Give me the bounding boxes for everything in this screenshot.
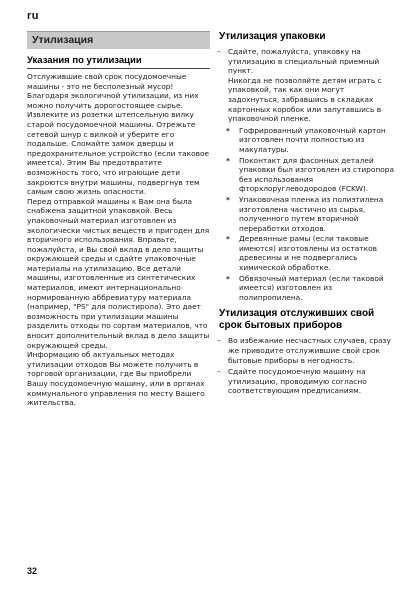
paragraph-unplug: Извлеките из розетки штепсельную вилку старой посудомоечной машины. Отрежьте сетевой шнур с вилкой и уберите его подальше. Сломайте замок дверцы и предохранительное устройство (если таковое имеется). Этим Вы предотвратите возможность того, что играющие дети закроются внутри машины, подвергнув тем самым свою жизнь опасности. (27, 110, 210, 197)
language-tag: ru (27, 10, 39, 22)
list-item (217, 336, 397, 365)
list-item (217, 195, 397, 233)
star-bullet-icon: * (226, 125, 230, 135)
star-bullet-icon: * (226, 194, 230, 204)
packaging-materials-list (217, 126, 397, 303)
list-item (217, 234, 397, 272)
star-bullet-icon: * (226, 155, 230, 165)
bullet-text: Деревянные рамы (если таковые имеются) изготовлены из остатков древесины и не подвергались химической обработке. (239, 234, 377, 273)
old-appliance-disposal-heading: Утилизация отслуживших свой срок бытовых приборов (219, 308, 375, 332)
paragraph-current-methods: Информацию об актуальных методах утилизации отходов Вы можете получить в торговой организации, где Вы приобрели Вашу посудомоечную машину, или в органах коммунального управления по месту Вашего жительства. (27, 350, 205, 408)
list-item (217, 367, 397, 396)
paragraph-intro: Отслужившие свой срок посудомоечные машины - это не бесполезный мусор! Благодаря экологичной утилизации, из них можно получить дорогостоящее сырье. (27, 72, 199, 110)
dash-note: Никогда не позволяйте детям играть с упаковкой, так как они могут задохнуться, забравшись в складках картонных коробок или запутавшись в упаковочной пленке. (228, 75, 382, 124)
dash-text: Сдайте посудомоечную машину на утилизацию, проводимую согласно соответствующим предписаниям. (228, 367, 367, 396)
list-item (217, 47, 397, 124)
dash-marker: – (217, 336, 221, 346)
dash-text: Сдайте, пожалуйста, упаковку на утилизацию в специальный приемный пункт. (228, 47, 380, 76)
dash-marker: – (217, 47, 221, 56)
bullet-text: Поконтакт для фасонных деталей упаковки был изготовлен из стиропора без использования фторхлоруглеводородов (FCKW). (239, 155, 394, 194)
list-item (217, 126, 397, 155)
section-header-disposal: Утилизация (27, 31, 210, 49)
left-column (27, 31, 210, 408)
packaging-disposal-heading: Утилизация упаковки (219, 31, 326, 42)
dash-text: Во избежание несчастных случаев, сразу же приводите отслужившие свой срок бытовые приборы в негодность. (228, 336, 391, 365)
right-column (217, 31, 397, 396)
bullet-text: Обвязочный материал (если таковой имеется) изготовлен из полипропилена. (239, 273, 384, 302)
star-bullet-icon: * (226, 273, 230, 283)
paragraph-packaging-materials: Перед отправкой машины к Вам она была снабжена защитной упаковкой. Весь упаковочный материал изготовлен из экологически чистых веществ и пригоден для вторичного использования. Вправьте, пожалуйста, и Вы свой вклад в дело защиты окружающей среды и сдайте упаковочные материалы на утилизацию. Все детали машины, изготовленные из синтетических материалов, имеют интернационально нормированную аббревиатуру материала (например, "PS" для полистирола). Это дает возможность при утилизации машины разделить отходы по сортам материалов, что вносит дополнительный вклад в дело защиты окружающей среды. (27, 196, 210, 350)
list-item (217, 156, 397, 194)
page-number: 32 (27, 566, 38, 576)
bullet-text: Упаковочная пленка из полиэтилена изготовлена частично из сырья, полученного путем вторичной переработки отходов. (239, 194, 384, 233)
dash-marker: – (217, 367, 221, 377)
star-bullet-icon: * (226, 234, 230, 244)
disposal-instructions-heading: Указания по утилизации (27, 55, 210, 69)
list-item (217, 274, 397, 303)
bullet-text: Гофрированный упаковочный картон изготовлен почти полностью из макулатуры. (239, 125, 386, 154)
